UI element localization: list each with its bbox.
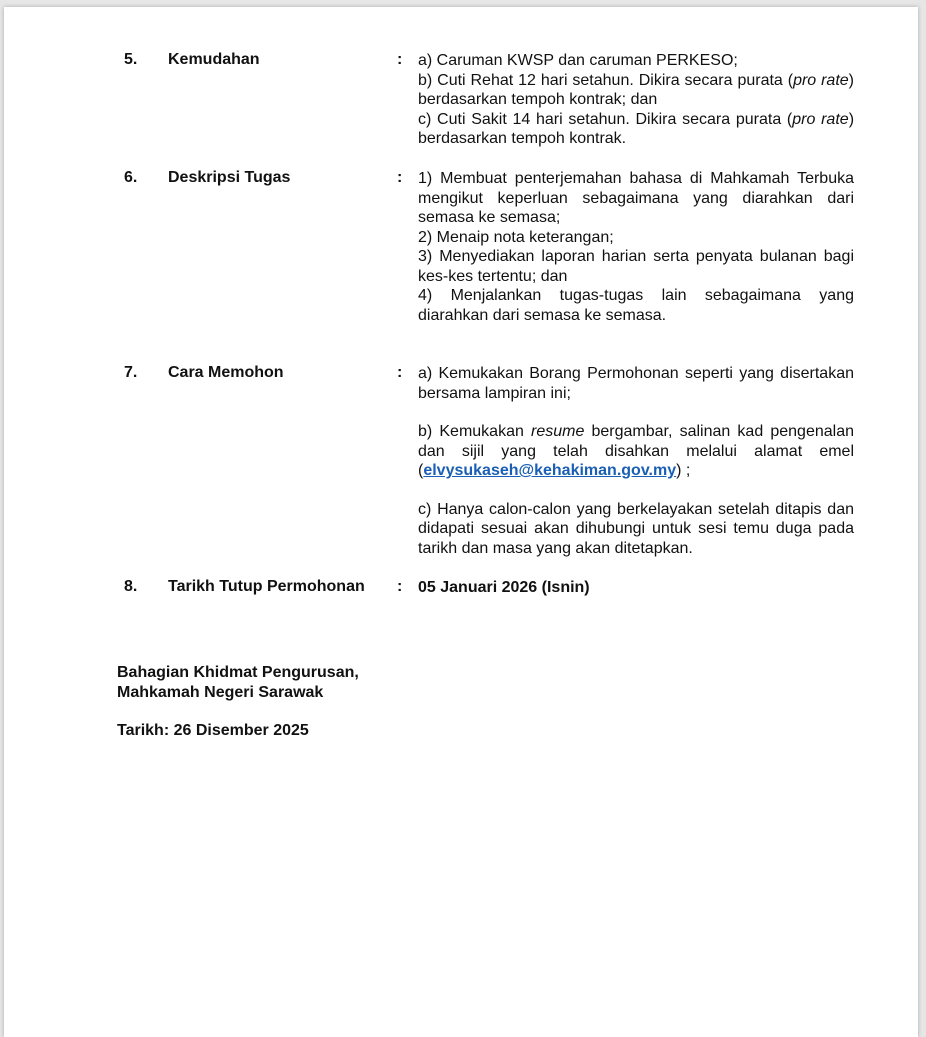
item-b: b) Kemukakan resume bergambar, salinan kad pengenalan dan sijil yang telah disahkan melalui alamat emel (elvysukaseh@kehakiman.gov.my) ;	[418, 423, 854, 479]
item-a: a) Caruman KWSP dan caruman PERKESO;	[418, 52, 738, 69]
section-number: 8.	[124, 578, 138, 595]
issuer-court: Mahkamah Negeri Sarawak	[117, 684, 324, 701]
email-link[interactable]: elvysukaseh@kehakiman.gov.my	[423, 462, 677, 479]
section-number: 7.	[124, 364, 138, 381]
colon: :	[397, 578, 403, 595]
section-label: Tarikh Tutup Permohonan	[168, 578, 365, 595]
section-content	[418, 169, 854, 325]
section-number: 5.	[124, 51, 138, 68]
item-a: a) Kemukakan Borang Permohonan seperti yang disertakan bersama lampiran ini;	[418, 365, 854, 402]
item-b: b) Cuti Rehat 12 hari setahun. Dikira secara purata (pro rate) berdasarkan tempoh kontrak; dan	[418, 71, 854, 108]
issuer-division: Bahagian Khidmat Pengurusan,	[117, 664, 359, 681]
issue-date: Tarikh: 26 Disember 2025	[117, 722, 309, 739]
item-c: c) Cuti Sakit 14 hari setahun. Dikira secara purata (pro rate) berdasarkan tempoh kontrak.	[418, 110, 855, 147]
section-label: Kemudahan	[168, 51, 260, 68]
section-label: Deskripsi Tugas	[168, 169, 291, 186]
colon: :	[397, 169, 403, 186]
section-content	[418, 364, 854, 558]
section-content	[418, 51, 854, 149]
closing-date: 05 Januari 2026 (Isnin)	[418, 579, 590, 596]
issuer-block	[117, 663, 359, 703]
colon: :	[397, 364, 403, 381]
task-item: 3) Menyediakan laporan harian serta penyata bulanan bagi kes-kes tertentu; dan	[418, 248, 854, 285]
document-page	[4, 7, 918, 1037]
colon: :	[397, 51, 403, 68]
section-number: 6.	[124, 169, 138, 186]
section-label: Cara Memohon	[168, 364, 284, 381]
task-item: 1) Membuat penterjemahan bahasa di Mahkamah Terbuka mengikut keperluan sebagaimana yang diarahkan dari semasa ke semasa;	[418, 170, 854, 226]
task-item: 4) Menjalankan tugas-tugas lain sebagaimana yang diarahkan dari semasa ke semasa.	[418, 287, 854, 324]
item-c: c) Hanya calon-calon yang berkelayakan setelah ditapis dan didapati sesuai akan dihubungi untuk sesi temu duga pada tarikh dan masa yang akan ditetapkan.	[418, 500, 854, 557]
task-item: 2) Menaip nota keterangan;	[418, 228, 614, 246]
